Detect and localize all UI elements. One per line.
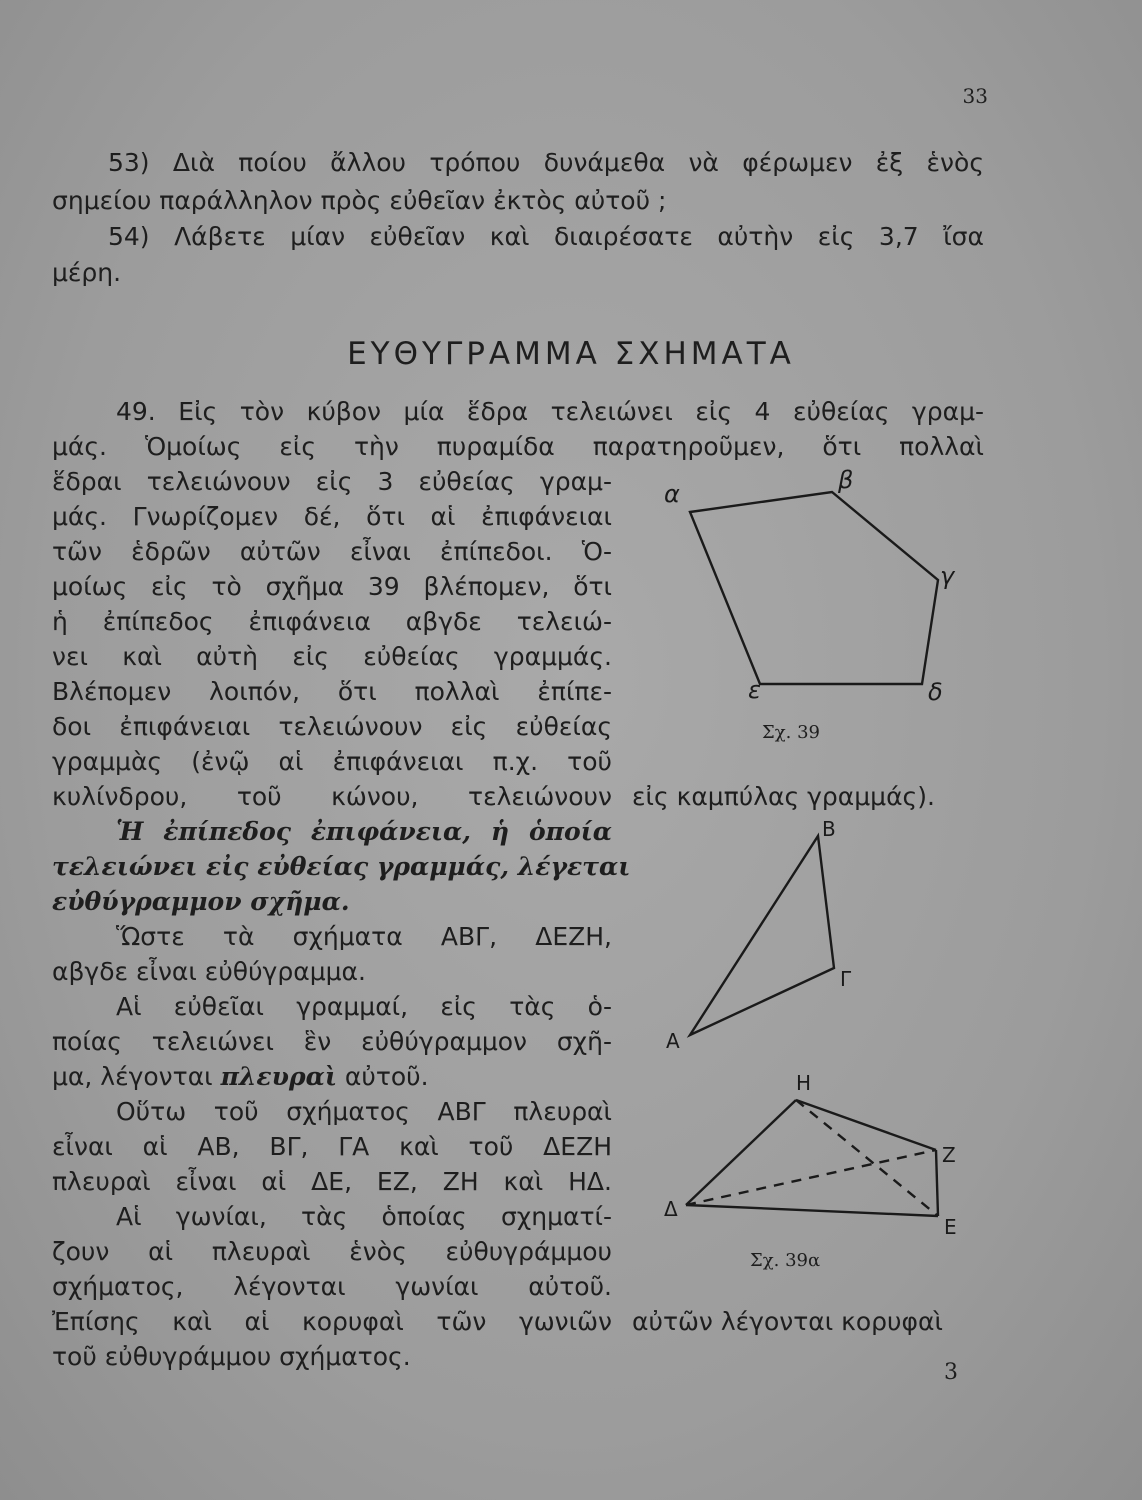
- edge-HZ: [796, 1100, 936, 1150]
- example-sides-line-3: πλευραὶ εἶναι αἱ ΔΕ, ΕΖ, ΖΗ καὶ ΗΔ.: [52, 1167, 612, 1196]
- para-49-line-10: δοι ἐπιφάνειαι τελειώνουν εἰς εὐθείας: [52, 712, 612, 741]
- page-number-top: 33: [962, 84, 988, 108]
- para-49-line-2: μάς. Ὁμοίως εἰς τὴν πυραμίδα παρατηροῦμεν, ὅτι πολλαὶ: [52, 432, 984, 461]
- figure-triangle-abg: [650, 810, 880, 1060]
- term-pleurai: πλευραὶ: [220, 1062, 337, 1091]
- edge-DH: [686, 1100, 796, 1205]
- label-G: Γ: [840, 967, 852, 991]
- definition-line-3: εὐθύγραμμον σχῆμα.: [52, 887, 350, 916]
- para-49-line-13: εἰς καμπύλας γραμμάς).: [632, 782, 935, 811]
- para-49-line-11: γραμμὰς (ἐνῷ αἱ ἐπιφάνειαι π.χ. τοῦ: [52, 747, 612, 776]
- label-Delta: Δ: [664, 1197, 678, 1221]
- label-beta: β: [838, 466, 854, 494]
- edge-DE: [686, 1205, 938, 1216]
- figure-39-caption: Σχ. 39: [762, 722, 820, 743]
- examples-line-1: Ὥστε τὰ σχήματα ΑΒΓ, ΔΕΖΗ,: [116, 922, 612, 951]
- sides-line-2: ποίας τελειώνει ἓν εὐθύγραμμον σχῆ-: [52, 1027, 612, 1056]
- angles-line-1: Αἱ γωνίαι, τὰς ὁποίας σχηματί-: [116, 1202, 612, 1231]
- sides-line-3-pre: μα, λέγονται: [52, 1062, 221, 1091]
- example-sides-line-1: Οὕτω τοῦ σχήματος ΑΒΓ πλευραὶ: [116, 1097, 612, 1126]
- para-49-line-4: μάς. Γνωρίζομεν δέ, ὅτι αἱ ἐπιφάνειαι: [52, 502, 612, 531]
- label-B: Β: [822, 817, 836, 841]
- label-epsilon: ε: [748, 676, 761, 704]
- figure-39-pentagon: [650, 460, 990, 710]
- sides-line-3: [52, 1060, 429, 1094]
- label-Z: Ζ: [942, 1143, 956, 1167]
- section-title: ΕΥΘΥΓΡΑΜΜΑ ΣΧΗΜΑΤΑ: [347, 336, 795, 372]
- para-49-line-1: 49. Εἰς τὸν κύβον μία ἕδρα τελειώνει εἰς 4 εὐθείας γραμ-: [116, 397, 984, 426]
- para-49-line-9: Βλέπομεν λοιπόν, ὅτι πολλαὶ ἐπίπε-: [52, 677, 612, 706]
- para-49-line-5: τῶν ἑδρῶν αὐτῶν εἶναι ἐπίπεδοι. Ὁ-: [52, 537, 612, 566]
- angles-line-3: σχήματος, λέγονται γωνίαι αὐτοῦ.: [52, 1272, 612, 1301]
- edge-DZ-hidden: [686, 1150, 936, 1205]
- edge-ZE: [936, 1150, 938, 1216]
- label-gamma: γ: [940, 562, 955, 590]
- angles-line-4: Ἐπίσης καὶ αἱ κορυφαὶ τῶν γωνιῶν: [52, 1307, 612, 1336]
- exercise-53-line-2: σημείου παράλληλον πρὸς εὐθεῖαν ἐκτὸς αὐτοῦ ;: [52, 186, 667, 215]
- para-49-line-7: ἡ ἐπίπεδος ἐπιφάνεια αβγδε τελειώ-: [52, 607, 612, 636]
- label-E: Ε: [944, 1215, 957, 1239]
- definition-line-2: τελειώνει εἰς εὐθείας γραμμάς, λέγεται: [52, 852, 631, 881]
- exercise-54-line-2: μέρη.: [52, 258, 122, 287]
- definition-line-1: Ἡ ἐπίπεδος ἐπιφάνεια, ἡ ὁποία: [116, 817, 612, 846]
- sides-line-1: Αἱ εὐθεῖαι γραμμαί, εἰς τὰς ὁ-: [116, 992, 612, 1021]
- para-49-line-8: νει καὶ αὐτὴ εἰς εὐθείας γραμμάς.: [52, 642, 612, 671]
- angles-line-5: αὐτῶν λέγονται κορυφαὶ: [632, 1307, 943, 1336]
- angles-line-2: ζουν αἱ πλευραὶ ἑνὸς εὐθυγράμμου: [52, 1237, 612, 1266]
- para-49-line-6: μοίως εἰς τὸ σχῆμα 39 βλέπομεν, ὅτι: [52, 572, 612, 601]
- page-number-bottom: 3: [944, 1360, 958, 1385]
- label-alpha: α: [664, 480, 680, 508]
- figure-39a-tetrahedron: [650, 1070, 980, 1250]
- edge-HE-hidden: [796, 1100, 938, 1216]
- angles-line-6: τοῦ εὐθυγράμμου σχήματος.: [52, 1342, 411, 1371]
- example-sides-line-2: εἶναι αἱ ΑΒ, ΒΓ, ΓΑ καὶ τοῦ ΔΕΖΗ: [52, 1132, 612, 1161]
- triangle-shape: [690, 836, 834, 1035]
- label-delta: δ: [928, 678, 943, 706]
- para-49-line-3: ἕδραι τελειώνουν εἰς 3 εὐθείας γραμ-: [52, 467, 612, 496]
- examples-line-2: αβγδε εἶναι εὐθύγραμμα.: [52, 957, 366, 986]
- pentagon-shape: [690, 492, 938, 684]
- label-A: Α: [666, 1029, 680, 1053]
- exercise-54-line-1: 54) Λάβετε μίαν εὐθεῖαν καὶ διαιρέσατε αὐτὴν εἰς 3,7 ἴσα: [108, 222, 984, 251]
- figure-39a-caption: Σχ. 39α: [750, 1250, 821, 1271]
- label-H: Η: [796, 1071, 812, 1095]
- exercise-53-line-1: 53) Διὰ ποίου ἄλλου τρόπου δυνάμεθα νὰ φέρωμεν ἐξ ἑνὸς: [108, 148, 984, 177]
- para-49-line-12: κυλίνδρου, τοῦ κώνου, τελειώνουν: [52, 782, 612, 811]
- sides-line-3-post: αὐτοῦ.: [336, 1062, 429, 1091]
